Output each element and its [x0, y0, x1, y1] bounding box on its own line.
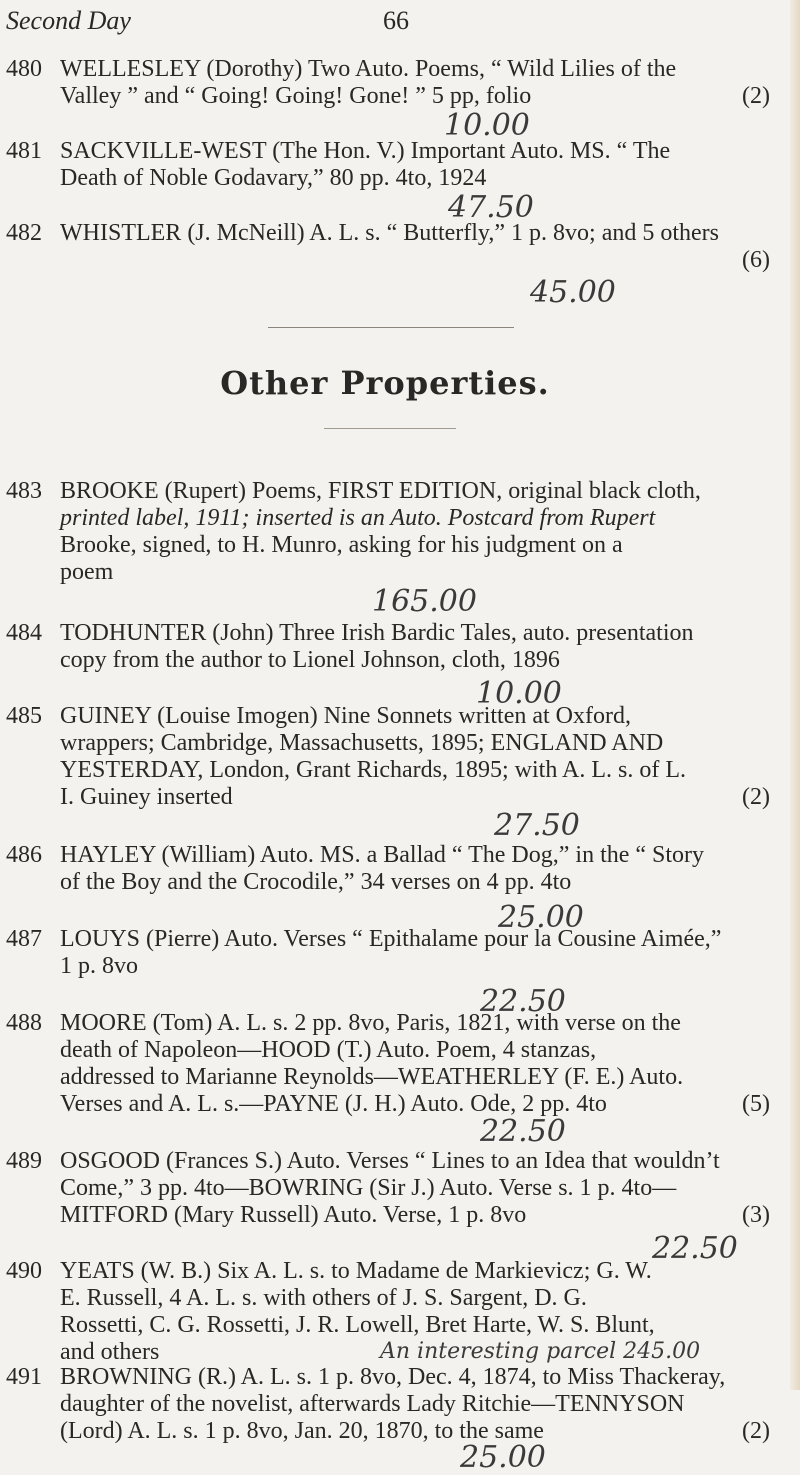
- lot-description: [60, 1148, 766, 1229]
- lot-description: [60, 926, 766, 980]
- lot-number: 485: [6, 703, 42, 729]
- lot-description: [60, 478, 766, 586]
- pencil-price-note: 22.50: [652, 1231, 738, 1266]
- lot-description: [60, 1364, 766, 1445]
- lot-line: WELLESLEY (Dorothy) Two Auto. Poems, “ Wild Lilies of the: [60, 56, 677, 82]
- lot-line: daughter of the novelist, afterwards Lady Ritchie—TENNYSON: [60, 1391, 685, 1417]
- lot-number: 489: [6, 1148, 42, 1174]
- page-edge-shadow: [790, 0, 800, 1390]
- lot-line: Rossetti, C. G. Rossetti, J. R. Lowell, Bret Harte, W. S. Blunt,: [60, 1312, 655, 1338]
- lot-line: poem: [60, 559, 114, 585]
- lot-number: 482: [6, 220, 42, 246]
- lot-line: GUINEY (Louise Imogen) Nine Sonnets written at Oxford,: [60, 703, 631, 729]
- lot-line: YESTERDAY, London, Grant Richards, 1895; with A. L. s. of L.: [60, 757, 686, 783]
- lot-number: 483: [6, 478, 42, 504]
- lot-quantity: (2): [742, 1418, 770, 1444]
- lot-description: [60, 138, 766, 192]
- lot-line: Valley ” and “ Going! Going! Gone! ” 5 pp, folio: [60, 83, 532, 109]
- lot-line: YEATS (W. B.) Six A. L. s. to Madame de Markievicz; G. W.: [60, 1258, 652, 1284]
- lot-line: (Lord) A. L. s. 1 p. 8vo, Jan. 20, 1870, to the same: [60, 1418, 544, 1444]
- section-rule-short: [324, 428, 456, 429]
- lot-number: 491: [6, 1364, 42, 1390]
- lot-line: MOORE (Tom) A. L. s. 2 pp. 8vo, Paris, 1821, with verse on the: [60, 1010, 681, 1036]
- lot-line: OSGOOD (Frances S.) Auto. Verses “ Lines to an Idea that wouldn’t: [60, 1148, 720, 1174]
- lot-line: death of Napoleon—HOOD (T.) Auto. Poem, 4 stanzas,: [60, 1037, 597, 1063]
- lot-line: TODHUNTER (John) Three Irish Bardic Tales, auto. presentation: [60, 620, 694, 646]
- lot-line: WHISTLER (J. McNeill) A. L. s. “ Butterfly,” 1 p. 8vo; and 5 others: [60, 220, 719, 246]
- lot-quantity: (2): [742, 784, 770, 810]
- section-heading: Other Properties.: [220, 364, 550, 402]
- lot-quantity: (3): [742, 1202, 770, 1228]
- pencil-price-note: 10.00: [444, 108, 530, 143]
- lot-line: Brooke, signed, to H. Munro, asking for his judgment on a: [60, 532, 623, 558]
- pencil-price-note: 25.00: [460, 1440, 546, 1475]
- page-number: 66: [383, 6, 409, 35]
- pencil-price-note: 22.50: [480, 984, 566, 1019]
- lot-number: 490: [6, 1258, 42, 1284]
- lot-number: 488: [6, 1010, 42, 1036]
- lot-line: MITFORD (Mary Russell) Auto. Verse, 1 p. 8vo: [60, 1202, 527, 1228]
- lot-line: I. Guiney inserted: [60, 784, 233, 810]
- pencil-price-note: 165.00: [372, 584, 477, 619]
- lot-line: of the Boy and the Crocodile,” 34 verses on 4 pp. 4to: [60, 869, 572, 895]
- lot-line: Death of Noble Godavary,” 80 pp. 4to, 1924: [60, 165, 487, 191]
- lot-line: SACKVILLE-WEST (The Hon. V.) Important Auto. MS. “ The: [60, 138, 671, 164]
- lot-line: Come,” 3 pp. 4to—BOWRING (Sir J.) Auto. Verse s. 1 p. 4to—: [60, 1175, 677, 1201]
- lot-line: Verses and A. L. s.—PAYNE (J. H.) Auto. Ode, 2 pp. 4to: [60, 1091, 607, 1117]
- lot-line: and others: [60, 1339, 160, 1365]
- running-head-section: Second Day: [6, 6, 131, 35]
- lot-quantity: (2): [742, 83, 770, 109]
- section-rule: [268, 327, 514, 328]
- lot-description: [60, 1010, 766, 1118]
- running-head: [0, 6, 800, 40]
- lot-line: BROWNING (R.) A. L. s. 1 p. 8vo, Dec. 4, 1874, to Miss Thackeray,: [60, 1364, 726, 1390]
- lot-line: printed label, 1911; inserted is an Auto. Postcard from Rupert: [60, 505, 656, 531]
- pencil-price-note: 47.50: [448, 190, 534, 225]
- lot-description: [60, 703, 766, 811]
- pencil-price-note: An interesting parcel 245.00: [380, 1339, 701, 1364]
- pencil-price-note: 27.50: [494, 808, 580, 843]
- pencil-price-note: 45.00: [530, 275, 616, 310]
- lot-quantity: (6): [742, 247, 770, 273]
- lot-line: LOUYS (Pierre) Auto. Verses “ Epithalame pour la Cousine Aimée,”: [60, 926, 722, 952]
- lot-line: addressed to Marianne Reynolds—WEATHERLEY (F. E.) Auto.: [60, 1064, 684, 1090]
- lot-quantity: (5): [742, 1091, 770, 1117]
- lot-line: BROOKE (Rupert) Poems, FIRST EDITION, original black cloth,: [60, 478, 701, 504]
- pencil-price-note: 22.50: [480, 1114, 566, 1149]
- lot-line: E. Russell, 4 A. L. s. with others of J. S. Sargent, D. G.: [60, 1285, 587, 1311]
- lot-number: 487: [6, 926, 42, 952]
- lot-line: HAYLEY (William) Auto. MS. a Ballad “ The Dog,” in the “ Story: [60, 842, 705, 868]
- lot-description: [60, 56, 766, 110]
- lot-number: 480: [6, 56, 42, 82]
- lot-description: [60, 620, 766, 674]
- lot-number: 484: [6, 620, 42, 646]
- lot-number: 481: [6, 138, 42, 164]
- lot-line: wrappers; Cambridge, Massachusetts, 1895; ENGLAND AND: [60, 730, 664, 756]
- pencil-price-note: 10.00: [476, 676, 562, 711]
- lot-line: 1 p. 8vo: [60, 953, 138, 979]
- lot-line: copy from the author to Lionel Johnson, cloth, 1896: [60, 647, 560, 673]
- lot-description: [60, 842, 766, 896]
- lot-number: 486: [6, 842, 42, 868]
- pencil-price-note: 25.00: [498, 900, 584, 935]
- lot-description: [60, 220, 766, 247]
